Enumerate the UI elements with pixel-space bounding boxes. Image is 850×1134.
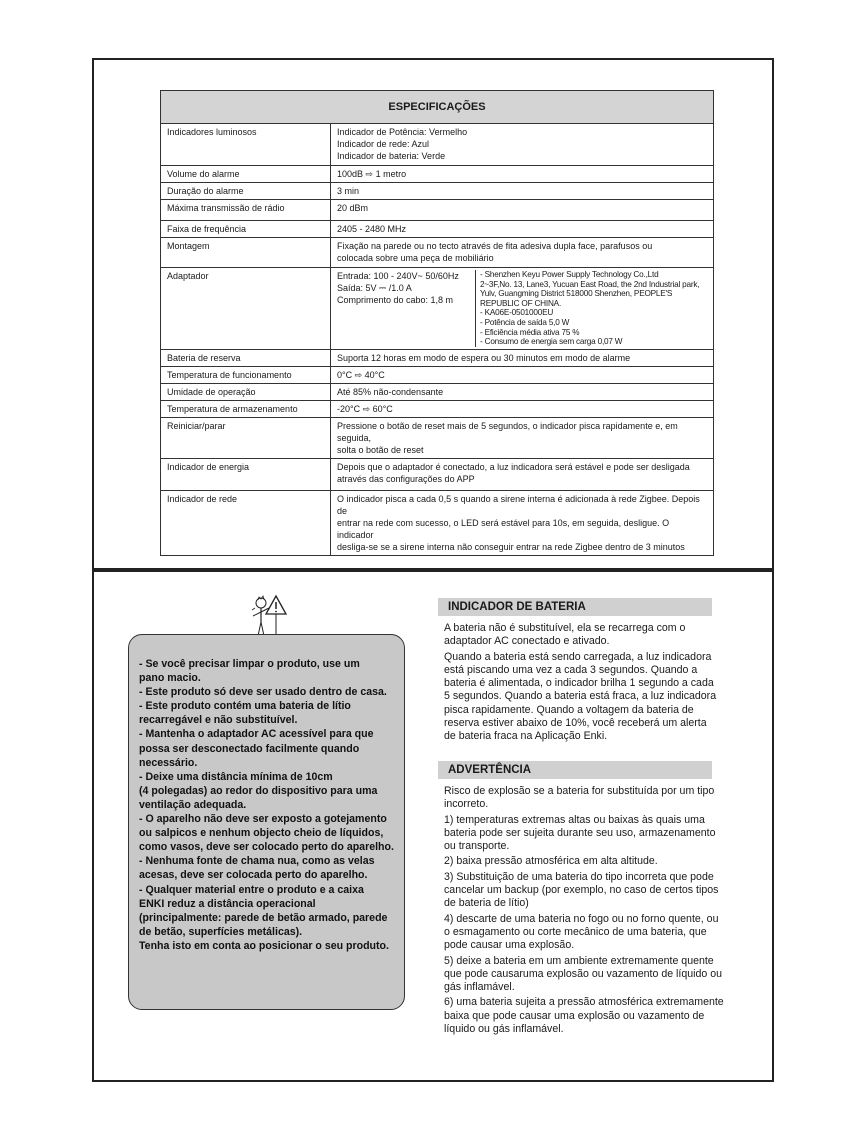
warning-heading: ADVERTÊNCIA [438, 761, 712, 779]
warning-item: 1) temperaturas extremas altas ou baixas às quais uma bateria pode ser sujeita durante seu uso, armazenamento ou transporte. [444, 813, 716, 853]
spec-value: -20°C ⇨ 60°C [331, 400, 714, 417]
spec-label: Volume do alarme [161, 166, 331, 183]
spec-label: Montagem [161, 238, 331, 268]
spec-value: 0°C ⇨ 40°C [331, 366, 714, 383]
spec-label: Umidade de operação [161, 383, 331, 400]
spec-label: Indicador de energia [161, 458, 331, 490]
spec-label: Bateria de reserva [161, 349, 331, 366]
safety-note: - Se você precisar limpar o produto, use um pano macio. [139, 658, 360, 685]
spec-label: Indicadores luminosos [161, 124, 331, 166]
battery-indicator-heading: INDICADOR DE BATERIA [438, 598, 712, 616]
spec-value: Depois que o adaptador é conectado, a luz indicadora será estável e pode ser desligada através das configurações do APP [331, 458, 714, 490]
adapter-manufacturer: - Shenzhen Keyu Power Supply Technology Co.,Ltd 2~3F,No. 13, Lane3, Yucuan East Road, the 2nd Industrial park, Yulv, Guangming District 518000 Shenzhen, PEOPLE'S REPUBLIC OF CHINA. - KA06E-0501000EU - Potência de saída 5,0 W - Eficiência média ativa 75 % - Consumo de energia sem carga 0,07 W [475, 270, 707, 347]
warning-item: 5) deixe a bateria em um ambiente extremamente quente que pode causaruma explosão ou vazamento de líquido ou gás inflamável. [444, 954, 722, 994]
safety-note: - Este produto contém uma bateria de lítio recarregável e não substituível. [139, 700, 351, 727]
battery-paragraph: Quando a bateria está sendo carregada, a luz indicadora está piscando uma vez a cada 3 segundos. Quando a bateria é alimentada, o indicador brilha 1 segundo a cada 5 segundos. Quando a bateria está fraca, a luz indicadora pisca rapidamente. Quando a voltagem da bateria de reserva estiver abaixo de 10%, você receberá um alerta de bateria fraca na Aplicação Enki. [444, 650, 717, 743]
spec-value: 3 min [331, 183, 714, 200]
spec-value: Pressione o botão de reset mais de 5 segundos, o indicador pisca rapidamente e, em seguida, solta o botão de reset [331, 417, 714, 458]
warning-figure-icon [240, 592, 290, 640]
spec-value: 2405 - 2480 MHz [331, 221, 714, 238]
warning-intro: Risco de explosão se a bateria for substituída por um tipo incorreto. [444, 785, 715, 811]
warning-list [444, 785, 724, 1038]
specifications-table [160, 90, 714, 556]
spec-label: Indicador de rede [161, 490, 331, 555]
warning-item: 6) uma bateria sujeita a pressão atmosférica extremamente baixa que pode causar uma explosão ou vazamento de líquido ou gás inflamável. [444, 996, 724, 1036]
warning-item: 3) Substituição de uma bateria do tipo incorreta que pode cancelar um backup (por exemplo, no caso de certos tipos de bateria de lítio) [444, 870, 719, 910]
safety-note: - Qualquer material entre o produto e a caixa ENKI reduz a distância operacional (principalmente: parede de betão armado, parede de betão, superfícies metálicas). Tenha isto em conta ao posicionar o seu produto. [139, 883, 389, 952]
spec-value: Suporta 12 horas em modo de espera ou 30 minutos em modo de alarme [331, 349, 714, 366]
spec-value: Indicador de Potência: Vermelho Indicador de rede: Azul Indicador de bateria: Verde [331, 124, 714, 166]
warning-item: 4) descarte de uma bateria no fogo ou no forno quente, ou o esmagamento ou corte mecânico de uma bateria, que pode causar uma explosão. [444, 912, 719, 952]
spec-label: Máxima transmissão de rádio [161, 200, 331, 221]
safety-notes-box [128, 634, 405, 1010]
spec-value: O indicador pisca a cada 0,5 s quando a sirene interna é adicionada à rede Zigbee. Depois de entrar na rede com sucesso, o LED será estável para 10s, em seguida, desligue. O indicador desliga-se se a sirene interna não conseguir entrar na rede Zigbee dentro de 3 minutos [331, 490, 714, 555]
safety-note: - Deixe uma distância mínima de 10cm (4 polegadas) ao redor do dispositivo para uma ventilação adequada. [139, 770, 378, 811]
spec-label: Temperatura de armazenamento [161, 400, 331, 417]
safety-note: - Este produto só deve ser usado dentro de casa. [139, 686, 387, 699]
safety-note: - O aparelho não deve ser exposto a gotejamento ou salpicos e nenhum objecto cheio de líquidos, como vasos, deve ser colocado perto do aparelho. [139, 813, 394, 854]
spec-value: Fixação na parede ou no tecto através de fita adesiva dupla face, parafusos ou colocada sobre uma peça de mobiliário [331, 238, 714, 268]
spec-value: 20 dBm [331, 200, 714, 221]
spec-label: Reiniciar/parar [161, 417, 331, 458]
spec-value-adapter [331, 268, 714, 350]
specifications-title: ESPECIFICAÇÕES [161, 91, 714, 124]
warning-item: 2) baixa pressão atmosférica em alta altitude. [444, 855, 658, 868]
spec-value: 100dB ⇨ 1 metro [331, 166, 714, 183]
battery-indicator-text [444, 622, 724, 746]
spec-label: Adaptador [161, 268, 331, 350]
battery-paragraph: A bateria não é substituível, ela se recarrega com o adaptador AC conectado e ativado. [444, 622, 686, 648]
spec-value: Até 85% não-condensante [331, 383, 714, 400]
adapter-electrical: Entrada: 100 - 240V~ 50/60Hz Saída: 5V ⎓ /1.0 A Comprimento do cabo: 1,8 m [337, 271, 459, 305]
safety-note: - Nenhuma fonte de chama nua, como as velas acesas, deve ser colocada perto do aparelho. [139, 855, 375, 882]
safety-note: - Mantenha o adaptador AC acessível para que possa ser desconectado facilmente quando necessário. [139, 728, 374, 769]
spec-label: Duração do alarme [161, 183, 331, 200]
spec-label: Temperatura de funcionamento [161, 366, 331, 383]
spec-label: Faixa de frequência [161, 221, 331, 238]
